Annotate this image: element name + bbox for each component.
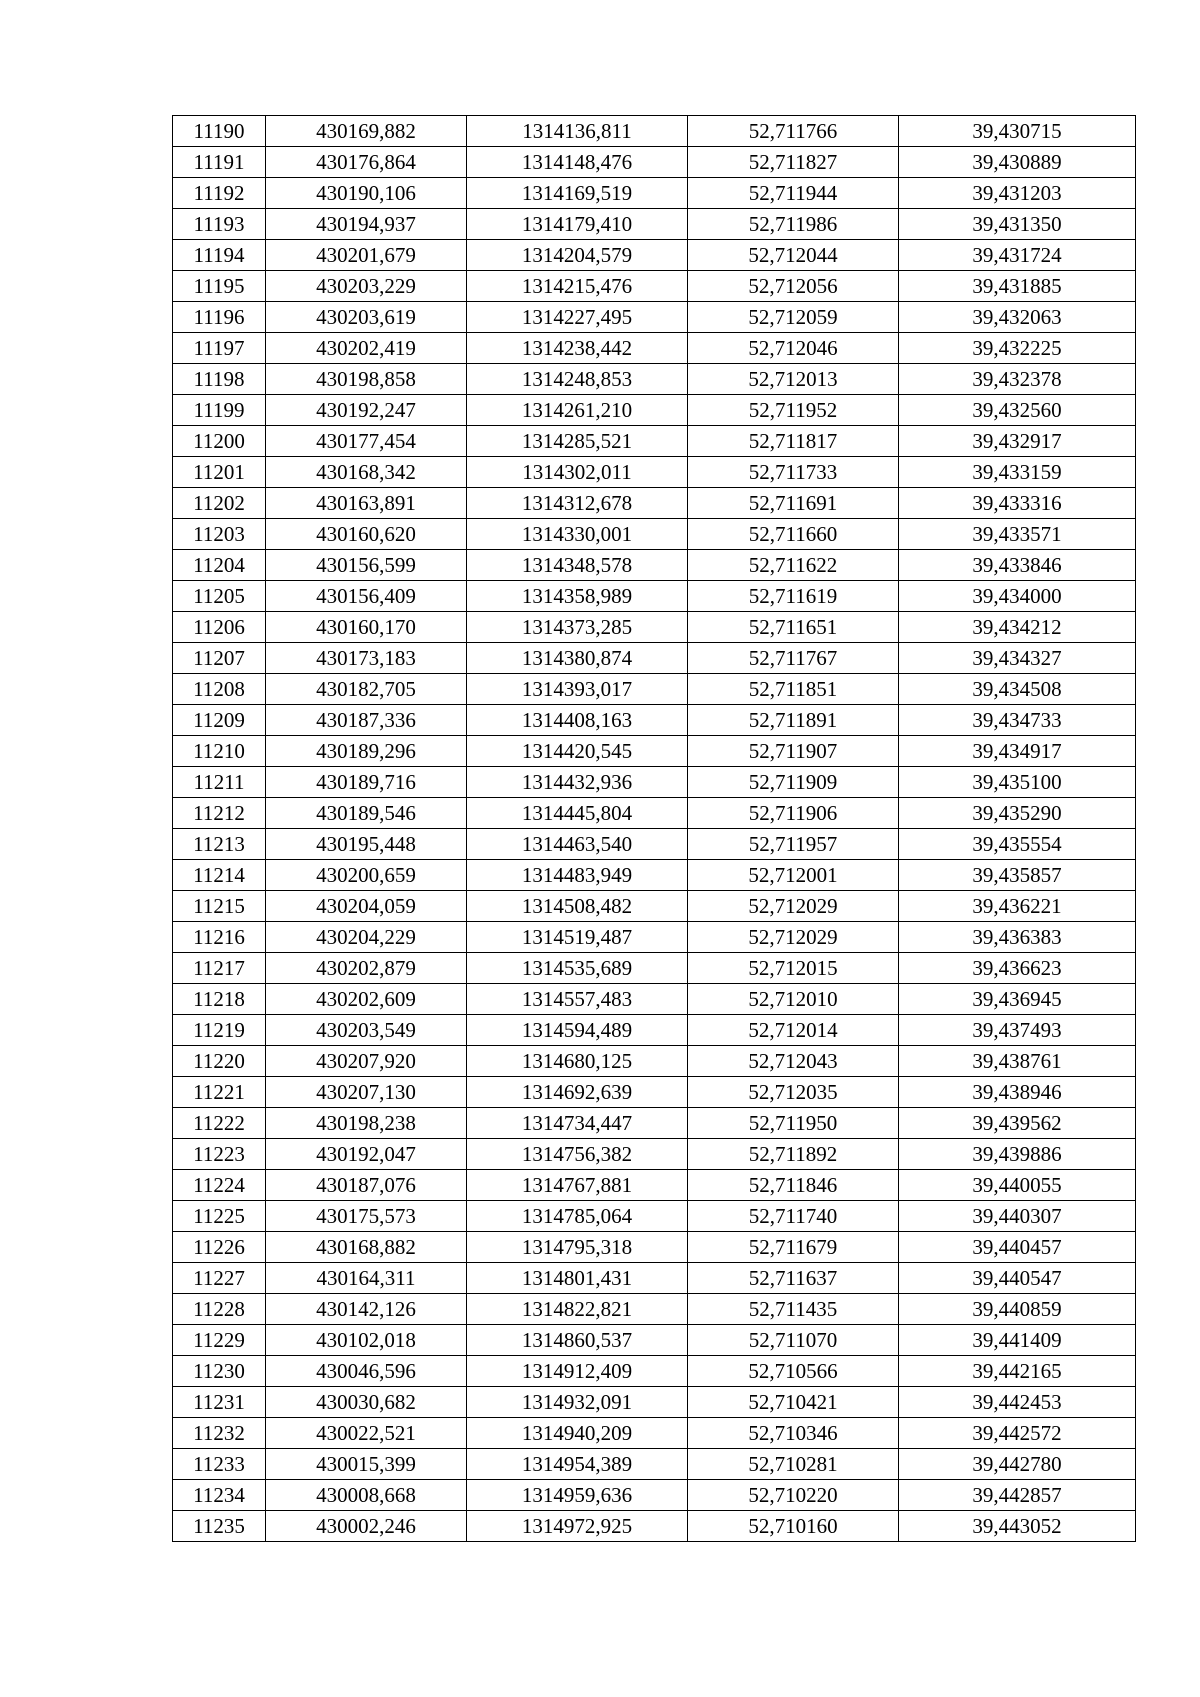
longitude-cell: 39,440457 — [899, 1232, 1136, 1263]
point-number-cell: 11208 — [173, 674, 266, 705]
latitude-cell: 52,711622 — [688, 550, 899, 581]
x-coordinate-cell: 430207,920 — [266, 1046, 467, 1077]
y-coordinate-cell: 1314285,521 — [467, 426, 688, 457]
point-number-cell: 11232 — [173, 1418, 266, 1449]
table-row — [173, 736, 1136, 767]
x-coordinate-cell: 430200,659 — [266, 860, 467, 891]
longitude-cell: 39,442572 — [899, 1418, 1136, 1449]
x-coordinate-cell: 430169,882 — [266, 116, 467, 147]
latitude-cell: 52,712015 — [688, 953, 899, 984]
longitude-cell: 39,435857 — [899, 860, 1136, 891]
x-coordinate-cell: 430189,546 — [266, 798, 467, 829]
y-coordinate-cell: 1314302,011 — [467, 457, 688, 488]
x-coordinate-cell: 430156,409 — [266, 581, 467, 612]
longitude-cell: 39,432225 — [899, 333, 1136, 364]
y-coordinate-cell: 1314795,318 — [467, 1232, 688, 1263]
point-number-cell: 11193 — [173, 209, 266, 240]
table-row — [173, 674, 1136, 705]
longitude-cell: 39,433846 — [899, 550, 1136, 581]
latitude-cell: 52,711691 — [688, 488, 899, 519]
latitude-cell: 52,711660 — [688, 519, 899, 550]
table-row — [173, 1480, 1136, 1511]
point-number-cell: 11210 — [173, 736, 266, 767]
coordinates-table-body — [173, 116, 1136, 1542]
y-coordinate-cell: 1314432,936 — [467, 767, 688, 798]
longitude-cell: 39,440859 — [899, 1294, 1136, 1325]
x-coordinate-cell: 430030,682 — [266, 1387, 467, 1418]
latitude-cell: 52,712010 — [688, 984, 899, 1015]
y-coordinate-cell: 1314179,410 — [467, 209, 688, 240]
latitude-cell: 52,712046 — [688, 333, 899, 364]
y-coordinate-cell: 1314734,447 — [467, 1108, 688, 1139]
y-coordinate-cell: 1314136,811 — [467, 116, 688, 147]
longitude-cell: 39,435290 — [899, 798, 1136, 829]
y-coordinate-cell: 1314248,853 — [467, 364, 688, 395]
table-row — [173, 922, 1136, 953]
y-coordinate-cell: 1314860,537 — [467, 1325, 688, 1356]
x-coordinate-cell: 430002,246 — [266, 1511, 467, 1542]
latitude-cell: 52,712056 — [688, 271, 899, 302]
table-row — [173, 1449, 1136, 1480]
latitude-cell: 52,711637 — [688, 1263, 899, 1294]
latitude-cell: 52,712035 — [688, 1077, 899, 1108]
y-coordinate-cell: 1314972,925 — [467, 1511, 688, 1542]
x-coordinate-cell: 430160,170 — [266, 612, 467, 643]
point-number-cell: 11229 — [173, 1325, 266, 1356]
table-row — [173, 240, 1136, 271]
point-number-cell: 11205 — [173, 581, 266, 612]
longitude-cell: 39,436221 — [899, 891, 1136, 922]
x-coordinate-cell: 430202,609 — [266, 984, 467, 1015]
latitude-cell: 52,712029 — [688, 922, 899, 953]
longitude-cell: 39,434212 — [899, 612, 1136, 643]
x-coordinate-cell: 430201,679 — [266, 240, 467, 271]
point-number-cell: 11207 — [173, 643, 266, 674]
y-coordinate-cell: 1314393,017 — [467, 674, 688, 705]
x-coordinate-cell: 430192,047 — [266, 1139, 467, 1170]
table-row — [173, 550, 1136, 581]
point-number-cell: 11206 — [173, 612, 266, 643]
point-number-cell: 11202 — [173, 488, 266, 519]
table-row — [173, 581, 1136, 612]
x-coordinate-cell: 430168,342 — [266, 457, 467, 488]
y-coordinate-cell: 1314380,874 — [467, 643, 688, 674]
x-coordinate-cell: 430173,183 — [266, 643, 467, 674]
latitude-cell: 52,712014 — [688, 1015, 899, 1046]
latitude-cell: 52,711435 — [688, 1294, 899, 1325]
table-row — [173, 1201, 1136, 1232]
x-coordinate-cell: 430015,399 — [266, 1449, 467, 1480]
longitude-cell: 39,442780 — [899, 1449, 1136, 1480]
table-row — [173, 1418, 1136, 1449]
latitude-cell: 52,710281 — [688, 1449, 899, 1480]
x-coordinate-cell: 430207,130 — [266, 1077, 467, 1108]
latitude-cell: 52,710421 — [688, 1387, 899, 1418]
x-coordinate-cell: 430156,599 — [266, 550, 467, 581]
table-row — [173, 333, 1136, 364]
table-row — [173, 1232, 1136, 1263]
table-row — [173, 519, 1136, 550]
table-row — [173, 860, 1136, 891]
y-coordinate-cell: 1314330,001 — [467, 519, 688, 550]
longitude-cell: 39,441409 — [899, 1325, 1136, 1356]
longitude-cell: 39,442857 — [899, 1480, 1136, 1511]
table-row — [173, 1294, 1136, 1325]
y-coordinate-cell: 1314959,636 — [467, 1480, 688, 1511]
y-coordinate-cell: 1314261,210 — [467, 395, 688, 426]
y-coordinate-cell: 1314483,949 — [467, 860, 688, 891]
y-coordinate-cell: 1314238,442 — [467, 333, 688, 364]
table-row — [173, 829, 1136, 860]
longitude-cell: 39,438761 — [899, 1046, 1136, 1077]
x-coordinate-cell: 430192,247 — [266, 395, 467, 426]
longitude-cell: 39,431885 — [899, 271, 1136, 302]
x-coordinate-cell: 430177,454 — [266, 426, 467, 457]
latitude-cell: 52,711851 — [688, 674, 899, 705]
y-coordinate-cell: 1314822,821 — [467, 1294, 688, 1325]
y-coordinate-cell: 1314785,064 — [467, 1201, 688, 1232]
point-number-cell: 11209 — [173, 705, 266, 736]
coordinates-table — [172, 115, 1136, 1542]
longitude-cell: 39,442453 — [899, 1387, 1136, 1418]
x-coordinate-cell: 430160,620 — [266, 519, 467, 550]
table-row — [173, 116, 1136, 147]
x-coordinate-cell: 430198,238 — [266, 1108, 467, 1139]
y-coordinate-cell: 1314420,545 — [467, 736, 688, 767]
latitude-cell: 52,711909 — [688, 767, 899, 798]
point-number-cell: 11222 — [173, 1108, 266, 1139]
latitude-cell: 52,710346 — [688, 1418, 899, 1449]
table-row — [173, 1015, 1136, 1046]
table-row — [173, 891, 1136, 922]
longitude-cell: 39,440547 — [899, 1263, 1136, 1294]
y-coordinate-cell: 1314519,487 — [467, 922, 688, 953]
point-number-cell: 11204 — [173, 550, 266, 581]
latitude-cell: 52,711766 — [688, 116, 899, 147]
table-row — [173, 798, 1136, 829]
point-number-cell: 11235 — [173, 1511, 266, 1542]
point-number-cell: 11217 — [173, 953, 266, 984]
point-number-cell: 11211 — [173, 767, 266, 798]
table-row — [173, 271, 1136, 302]
latitude-cell: 52,711891 — [688, 705, 899, 736]
latitude-cell: 52,712001 — [688, 860, 899, 891]
table-row — [173, 1263, 1136, 1294]
longitude-cell: 39,439886 — [899, 1139, 1136, 1170]
point-number-cell: 11228 — [173, 1294, 266, 1325]
point-number-cell: 11200 — [173, 426, 266, 457]
latitude-cell: 52,712059 — [688, 302, 899, 333]
y-coordinate-cell: 1314912,409 — [467, 1356, 688, 1387]
point-number-cell: 11214 — [173, 860, 266, 891]
longitude-cell: 39,443052 — [899, 1511, 1136, 1542]
latitude-cell: 52,711950 — [688, 1108, 899, 1139]
x-coordinate-cell: 430189,716 — [266, 767, 467, 798]
longitude-cell: 39,433571 — [899, 519, 1136, 550]
y-coordinate-cell: 1314445,804 — [467, 798, 688, 829]
latitude-cell: 52,710220 — [688, 1480, 899, 1511]
latitude-cell: 52,711767 — [688, 643, 899, 674]
table-row — [173, 1046, 1136, 1077]
table-row — [173, 426, 1136, 457]
table-row — [173, 1511, 1136, 1542]
table-row — [173, 395, 1136, 426]
point-number-cell: 11226 — [173, 1232, 266, 1263]
latitude-cell: 52,712043 — [688, 1046, 899, 1077]
latitude-cell: 52,711679 — [688, 1232, 899, 1263]
latitude-cell: 52,711827 — [688, 147, 899, 178]
longitude-cell: 39,435554 — [899, 829, 1136, 860]
point-number-cell: 11224 — [173, 1170, 266, 1201]
point-number-cell: 11218 — [173, 984, 266, 1015]
x-coordinate-cell: 430187,076 — [266, 1170, 467, 1201]
x-coordinate-cell: 430204,059 — [266, 891, 467, 922]
x-coordinate-cell: 430198,858 — [266, 364, 467, 395]
y-coordinate-cell: 1314756,382 — [467, 1139, 688, 1170]
longitude-cell: 39,430889 — [899, 147, 1136, 178]
x-coordinate-cell: 430203,229 — [266, 271, 467, 302]
table-row — [173, 457, 1136, 488]
point-number-cell: 11190 — [173, 116, 266, 147]
longitude-cell: 39,434733 — [899, 705, 1136, 736]
y-coordinate-cell: 1314215,476 — [467, 271, 688, 302]
table-row — [173, 705, 1136, 736]
latitude-cell: 52,712029 — [688, 891, 899, 922]
longitude-cell: 39,430715 — [899, 116, 1136, 147]
longitude-cell: 39,435100 — [899, 767, 1136, 798]
point-number-cell: 11215 — [173, 891, 266, 922]
latitude-cell: 52,711986 — [688, 209, 899, 240]
y-coordinate-cell: 1314940,209 — [467, 1418, 688, 1449]
table-row — [173, 767, 1136, 798]
latitude-cell: 52,711957 — [688, 829, 899, 860]
x-coordinate-cell: 430046,596 — [266, 1356, 467, 1387]
longitude-cell: 39,440055 — [899, 1170, 1136, 1201]
longitude-cell: 39,436623 — [899, 953, 1136, 984]
y-coordinate-cell: 1314680,125 — [467, 1046, 688, 1077]
table-row — [173, 302, 1136, 333]
point-number-cell: 11227 — [173, 1263, 266, 1294]
table-row — [173, 643, 1136, 674]
point-number-cell: 11197 — [173, 333, 266, 364]
y-coordinate-cell: 1314408,163 — [467, 705, 688, 736]
table-row — [173, 178, 1136, 209]
x-coordinate-cell: 430163,891 — [266, 488, 467, 519]
point-number-cell: 11195 — [173, 271, 266, 302]
y-coordinate-cell: 1314227,495 — [467, 302, 688, 333]
point-number-cell: 11196 — [173, 302, 266, 333]
x-coordinate-cell: 430187,336 — [266, 705, 467, 736]
point-number-cell: 11194 — [173, 240, 266, 271]
y-coordinate-cell: 1314557,483 — [467, 984, 688, 1015]
longitude-cell: 39,431724 — [899, 240, 1136, 271]
longitude-cell: 39,432917 — [899, 426, 1136, 457]
point-number-cell: 11198 — [173, 364, 266, 395]
y-coordinate-cell: 1314358,989 — [467, 581, 688, 612]
point-number-cell: 11203 — [173, 519, 266, 550]
longitude-cell: 39,437493 — [899, 1015, 1136, 1046]
table-row — [173, 1170, 1136, 1201]
y-coordinate-cell: 1314932,091 — [467, 1387, 688, 1418]
x-coordinate-cell: 430190,106 — [266, 178, 467, 209]
point-number-cell: 11231 — [173, 1387, 266, 1418]
point-number-cell: 11212 — [173, 798, 266, 829]
x-coordinate-cell: 430176,864 — [266, 147, 467, 178]
x-coordinate-cell: 430164,311 — [266, 1263, 467, 1294]
table-row — [173, 364, 1136, 395]
point-number-cell: 11213 — [173, 829, 266, 860]
table-row — [173, 488, 1136, 519]
longitude-cell: 39,434000 — [899, 581, 1136, 612]
y-coordinate-cell: 1314312,678 — [467, 488, 688, 519]
x-coordinate-cell: 430202,419 — [266, 333, 467, 364]
latitude-cell: 52,711892 — [688, 1139, 899, 1170]
longitude-cell: 39,434508 — [899, 674, 1136, 705]
longitude-cell: 39,440307 — [899, 1201, 1136, 1232]
longitude-cell: 39,432063 — [899, 302, 1136, 333]
point-number-cell: 11221 — [173, 1077, 266, 1108]
table-row — [173, 147, 1136, 178]
point-number-cell: 11230 — [173, 1356, 266, 1387]
longitude-cell: 39,433316 — [899, 488, 1136, 519]
longitude-cell: 39,438946 — [899, 1077, 1136, 1108]
x-coordinate-cell: 430203,619 — [266, 302, 467, 333]
table-row — [173, 1108, 1136, 1139]
x-coordinate-cell: 430189,296 — [266, 736, 467, 767]
x-coordinate-cell: 430203,549 — [266, 1015, 467, 1046]
longitude-cell: 39,434327 — [899, 643, 1136, 674]
x-coordinate-cell: 430204,229 — [266, 922, 467, 953]
point-number-cell: 11223 — [173, 1139, 266, 1170]
y-coordinate-cell: 1314348,578 — [467, 550, 688, 581]
x-coordinate-cell: 430008,668 — [266, 1480, 467, 1511]
x-coordinate-cell: 430175,573 — [266, 1201, 467, 1232]
table-row — [173, 953, 1136, 984]
point-number-cell: 11191 — [173, 147, 266, 178]
latitude-cell: 52,711619 — [688, 581, 899, 612]
latitude-cell: 52,712044 — [688, 240, 899, 271]
point-number-cell: 11220 — [173, 1046, 266, 1077]
latitude-cell: 52,711846 — [688, 1170, 899, 1201]
x-coordinate-cell: 430195,448 — [266, 829, 467, 860]
longitude-cell: 39,436383 — [899, 922, 1136, 953]
point-number-cell: 11216 — [173, 922, 266, 953]
table-row — [173, 984, 1136, 1015]
longitude-cell: 39,433159 — [899, 457, 1136, 488]
y-coordinate-cell: 1314204,579 — [467, 240, 688, 271]
y-coordinate-cell: 1314692,639 — [467, 1077, 688, 1108]
latitude-cell: 52,711651 — [688, 612, 899, 643]
longitude-cell: 39,434917 — [899, 736, 1136, 767]
latitude-cell: 52,711733 — [688, 457, 899, 488]
table-row — [173, 1325, 1136, 1356]
x-coordinate-cell: 430182,705 — [266, 674, 467, 705]
point-number-cell: 11199 — [173, 395, 266, 426]
table-row — [173, 1387, 1136, 1418]
x-coordinate-cell: 430022,521 — [266, 1418, 467, 1449]
y-coordinate-cell: 1314594,489 — [467, 1015, 688, 1046]
y-coordinate-cell: 1314535,689 — [467, 953, 688, 984]
latitude-cell: 52,711944 — [688, 178, 899, 209]
x-coordinate-cell: 430194,937 — [266, 209, 467, 240]
longitude-cell: 39,431350 — [899, 209, 1136, 240]
y-coordinate-cell: 1314954,389 — [467, 1449, 688, 1480]
latitude-cell: 52,711952 — [688, 395, 899, 426]
longitude-cell: 39,442165 — [899, 1356, 1136, 1387]
table-row — [173, 209, 1136, 240]
latitude-cell: 52,712013 — [688, 364, 899, 395]
point-number-cell: 11192 — [173, 178, 266, 209]
latitude-cell: 52,711740 — [688, 1201, 899, 1232]
y-coordinate-cell: 1314508,482 — [467, 891, 688, 922]
latitude-cell: 52,711906 — [688, 798, 899, 829]
y-coordinate-cell: 1314463,540 — [467, 829, 688, 860]
longitude-cell: 39,431203 — [899, 178, 1136, 209]
table-row — [173, 612, 1136, 643]
point-number-cell: 11225 — [173, 1201, 266, 1232]
table-row — [173, 1139, 1136, 1170]
y-coordinate-cell: 1314767,881 — [467, 1170, 688, 1201]
longitude-cell: 39,436945 — [899, 984, 1136, 1015]
longitude-cell: 39,439562 — [899, 1108, 1136, 1139]
y-coordinate-cell: 1314169,519 — [467, 178, 688, 209]
point-number-cell: 11234 — [173, 1480, 266, 1511]
longitude-cell: 39,432378 — [899, 364, 1136, 395]
latitude-cell: 52,711907 — [688, 736, 899, 767]
table-row — [173, 1077, 1136, 1108]
latitude-cell: 52,710160 — [688, 1511, 899, 1542]
point-number-cell: 11233 — [173, 1449, 266, 1480]
point-number-cell: 11219 — [173, 1015, 266, 1046]
x-coordinate-cell: 430202,879 — [266, 953, 467, 984]
latitude-cell: 52,710566 — [688, 1356, 899, 1387]
longitude-cell: 39,432560 — [899, 395, 1136, 426]
point-number-cell: 11201 — [173, 457, 266, 488]
latitude-cell: 52,711070 — [688, 1325, 899, 1356]
x-coordinate-cell: 430102,018 — [266, 1325, 467, 1356]
x-coordinate-cell: 430168,882 — [266, 1232, 467, 1263]
table-row — [173, 1356, 1136, 1387]
x-coordinate-cell: 430142,126 — [266, 1294, 467, 1325]
y-coordinate-cell: 1314148,476 — [467, 147, 688, 178]
latitude-cell: 52,711817 — [688, 426, 899, 457]
y-coordinate-cell: 1314373,285 — [467, 612, 688, 643]
y-coordinate-cell: 1314801,431 — [467, 1263, 688, 1294]
